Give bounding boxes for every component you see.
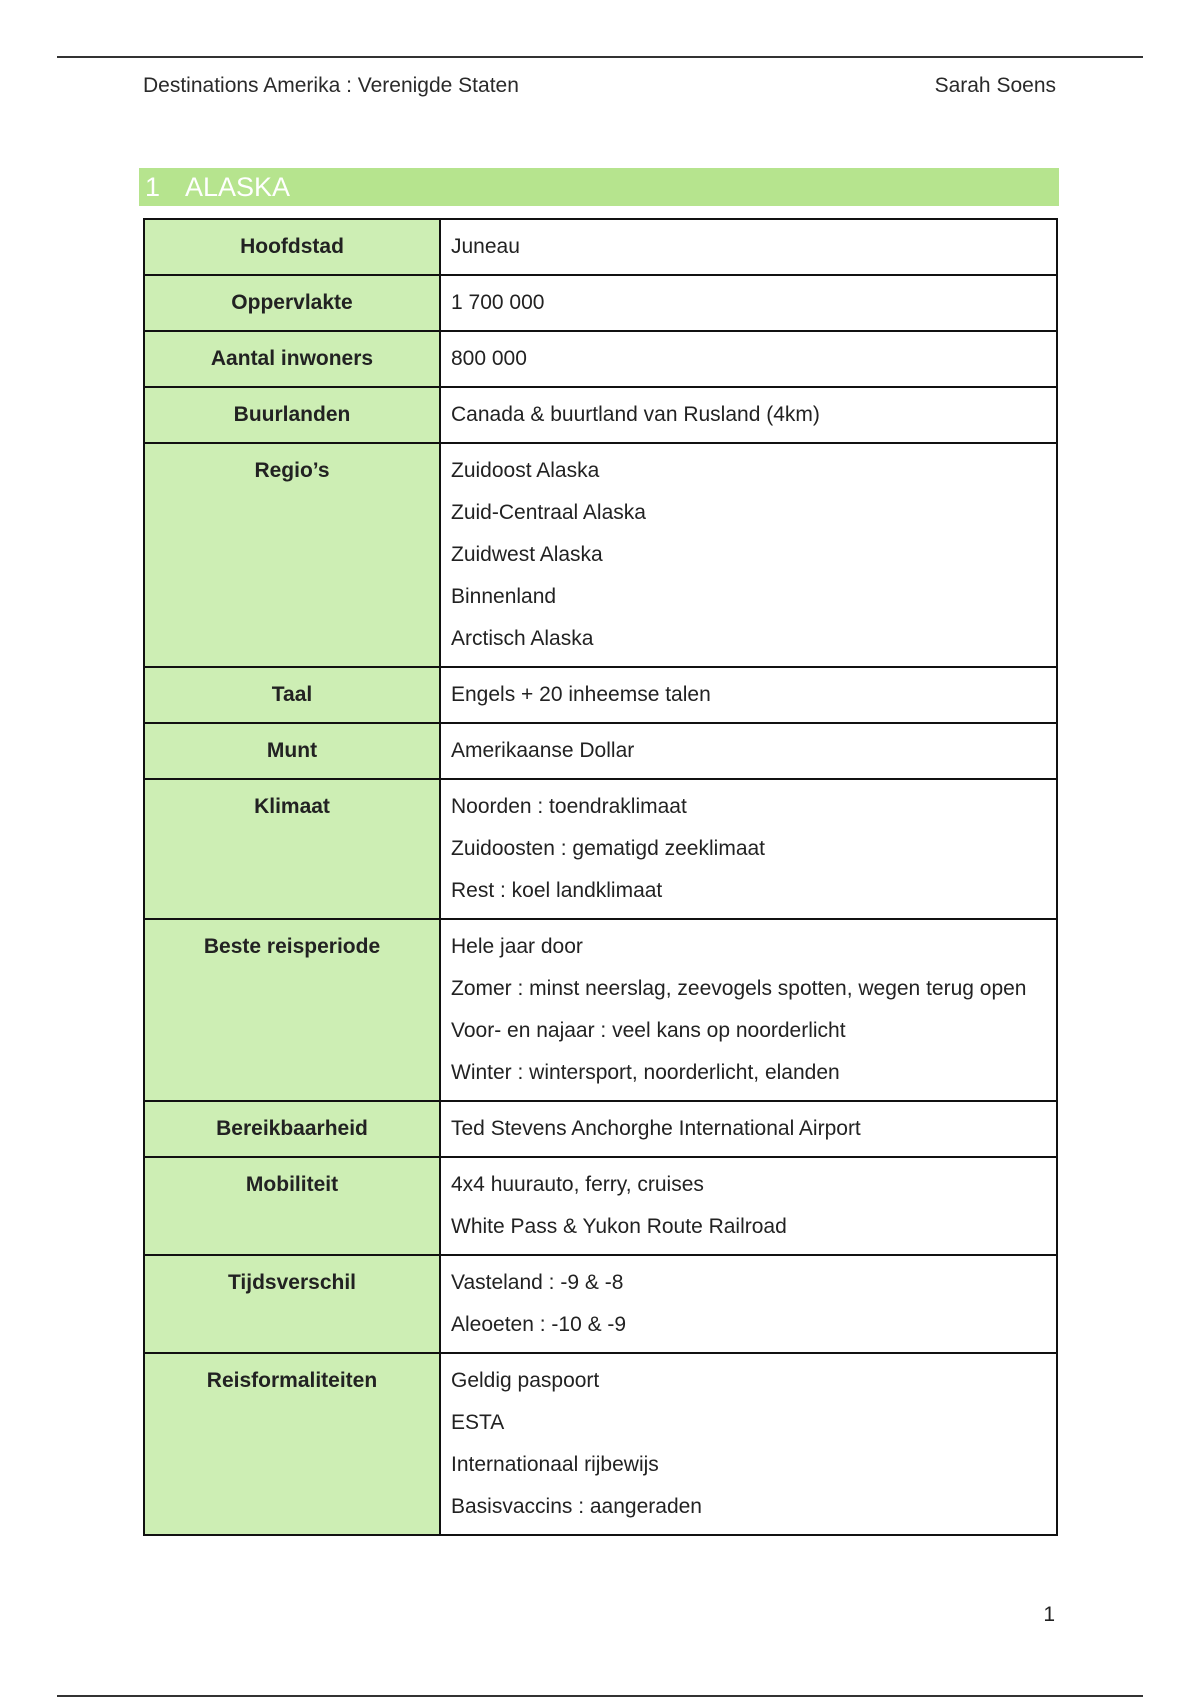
value-line: Voor- en najaar : veel kans op noorderlicht (451, 1019, 846, 1042)
value-line: Canada & buurtland van Rusland (4km) (451, 403, 820, 426)
section-title: ALASKA (185, 171, 291, 202)
section-number: 1 (145, 171, 161, 202)
row-value (440, 919, 1057, 1101)
row-value (440, 1157, 1057, 1255)
facts-table (143, 218, 1058, 1536)
value-line: Noorden : toendraklimaat (451, 795, 687, 818)
value-line: Engels + 20 inheemse talen (451, 683, 711, 706)
row-label: Bereikbaarheid (144, 1101, 440, 1157)
row-value (440, 723, 1057, 779)
value-line: Juneau (451, 235, 520, 258)
value-line: Hele jaar door (451, 935, 583, 958)
row-label: Tijdsverschil (144, 1255, 440, 1353)
value-line: Zuidoosten : gematigd zeeklimaat (451, 837, 766, 860)
table-row (144, 919, 1057, 1101)
row-label: Aantal inwoners (144, 331, 440, 387)
value-line: Basisvaccins : aangeraden (451, 1495, 702, 1518)
header-author: Sarah Soens (934, 74, 1056, 97)
table-row (144, 275, 1057, 331)
row-value (440, 331, 1057, 387)
row-value (440, 779, 1057, 919)
value-line: Vasteland : -9 & -8 (451, 1271, 624, 1294)
row-label: Hoofdstad (144, 219, 440, 275)
value-line: Geldig paspoort (451, 1369, 600, 1392)
row-value (440, 387, 1057, 443)
table-row (144, 219, 1057, 275)
page-number: 1 (1043, 1603, 1055, 1626)
value-line: Zomer : minst neerslag, zeevogels spotten, wegen terug open (451, 977, 1027, 1000)
header-title: Destinations Amerika : Verenigde Staten (143, 74, 519, 97)
row-value (440, 667, 1057, 723)
row-value (440, 1353, 1057, 1535)
table-row (144, 723, 1057, 779)
row-label: Beste reisperiode (144, 919, 440, 1101)
table-row (144, 387, 1057, 443)
table-row (144, 443, 1057, 667)
row-value (440, 275, 1057, 331)
row-label: Taal (144, 667, 440, 723)
value-line: ESTA (451, 1411, 505, 1434)
value-line: Rest : koel landklimaat (451, 879, 663, 902)
value-line: Ted Stevens Anchorghe International Airport (451, 1117, 861, 1140)
value-line: 4x4 huurauto, ferry, cruises (451, 1173, 704, 1196)
row-label: Klimaat (144, 779, 440, 919)
row-label: Regio’s (144, 443, 440, 667)
value-line: Zuidwest Alaska (451, 543, 603, 566)
header-rule (57, 56, 1143, 58)
facts-table-body (144, 219, 1057, 1535)
value-line: Binnenland (451, 585, 557, 608)
value-line: Internationaal rijbewijs (451, 1453, 659, 1476)
table-row (144, 331, 1057, 387)
table-row (144, 1255, 1057, 1353)
row-value (440, 1255, 1057, 1353)
section-heading (139, 168, 1059, 206)
row-label: Buurlanden (144, 387, 440, 443)
row-label: Mobiliteit (144, 1157, 440, 1255)
row-label: Oppervlakte (144, 275, 440, 331)
row-label: Reisformaliteiten (144, 1353, 440, 1535)
table-row (144, 779, 1057, 919)
row-value (440, 1101, 1057, 1157)
table-row (144, 667, 1057, 723)
table-row (144, 1101, 1057, 1157)
value-line: 1 700 000 (451, 291, 545, 314)
value-line: 800 000 (451, 347, 527, 370)
row-label: Munt (144, 723, 440, 779)
value-line: Aleoeten : -10 & -9 (451, 1313, 627, 1336)
value-line: Amerikaanse Dollar (451, 739, 635, 762)
value-line: Zuidoost Alaska (451, 459, 600, 482)
footer-rule (57, 1695, 1143, 1697)
value-line: White Pass & Yukon Route Railroad (451, 1215, 787, 1238)
value-line: Arctisch Alaska (451, 627, 594, 650)
table-row (144, 1157, 1057, 1255)
value-line: Winter : wintersport, noorderlicht, elanden (451, 1061, 840, 1084)
row-value (440, 219, 1057, 275)
value-line: Zuid-Centraal Alaska (451, 501, 646, 524)
table-row (144, 1353, 1057, 1535)
row-value (440, 443, 1057, 667)
